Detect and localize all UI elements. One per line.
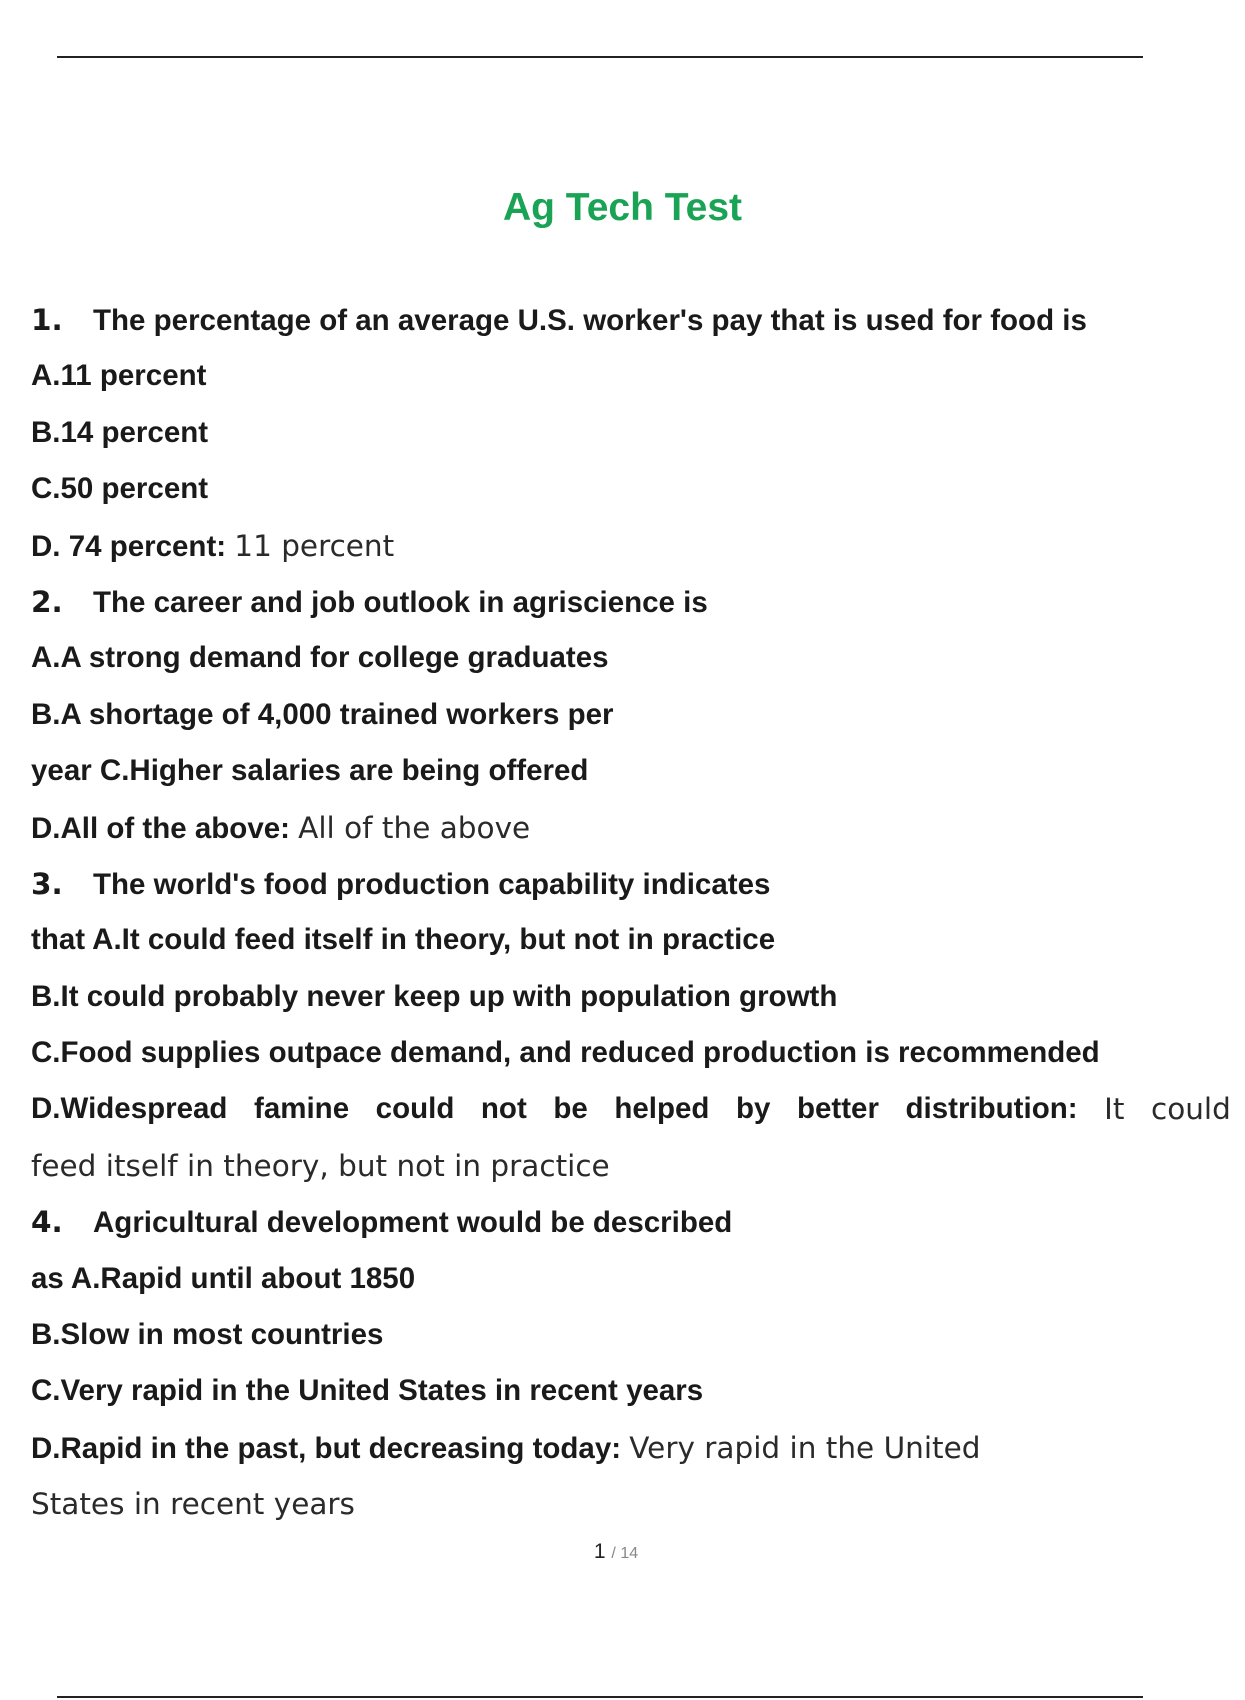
option-d-word: distribution: (905, 1092, 1078, 1126)
question-number: 4. (31, 1205, 63, 1240)
option-line: B.14 percent (31, 415, 209, 449)
option-d: D.All of the above: (31, 811, 290, 845)
question-number: 2. (31, 584, 63, 619)
answer-line (31, 800, 1200, 856)
answer-text: All of the above (298, 810, 531, 845)
option-d-word: famine (254, 1092, 350, 1126)
answer-text: 11 percent (234, 528, 395, 563)
option-line: C.50 percent (31, 472, 209, 506)
answer-word: could (1150, 1092, 1231, 1127)
question-number: 1. (31, 303, 63, 337)
option-d-word: by (735, 1092, 771, 1126)
page-indicator (0, 1540, 1232, 1564)
question-text: Agricultural development would be described (93, 1206, 733, 1240)
option-line: as A.Rapid until about 1850 (31, 1261, 416, 1295)
option-d-word: not (480, 1092, 527, 1126)
answer-word: It (1104, 1092, 1125, 1127)
answer-line (31, 518, 1200, 574)
answer-continuation: States in recent years (31, 1487, 355, 1522)
option-line: B.Slow in most countries (31, 1318, 384, 1352)
answer-text: Very rapid in the United (629, 1430, 981, 1465)
option-d-word: be (553, 1092, 588, 1126)
option-line: A.A strong demand for college graduates (31, 641, 609, 675)
question-list (31, 292, 1231, 1533)
question-3 (31, 856, 1200, 912)
option-line: C.Very rapid in the United States in recent years (31, 1374, 704, 1408)
option-line: year C.Higher salaries are being offered (31, 754, 589, 788)
option-d-word: better (796, 1092, 879, 1126)
option-line: B.A shortage of 4,000 trained workers per (31, 697, 614, 731)
option-line: A.11 percent (31, 359, 207, 393)
current-page: 1 (593, 1540, 606, 1563)
answer-line (31, 1420, 1200, 1476)
total-pages: / 14 (611, 1545, 639, 1562)
question-text: The world's food production capability indicates (93, 867, 771, 901)
question-number: 3. (31, 866, 63, 901)
question-1 (31, 292, 1200, 348)
page-title: Ag Tech Test (502, 186, 743, 229)
option-d-word: D.Widespread (31, 1092, 228, 1126)
question-text: The percentage of an average U.S. worker's pay that is used for food is (93, 304, 1087, 337)
option-d-word: helped (614, 1092, 710, 1126)
option-line: that A.It could feed itself in theory, but not in practice (31, 923, 776, 957)
top-rule (57, 56, 1143, 58)
option-d-word: could (375, 1092, 455, 1126)
option-d: D. 74 percent: (31, 529, 227, 563)
answer-line-justified (31, 1081, 1231, 1137)
question-4 (31, 1194, 1200, 1250)
option-d: D.Rapid in the past, but decreasing today: (31, 1431, 622, 1465)
answer-continuation: feed itself in theory, but not in practice (31, 1148, 610, 1183)
option-line: B.It could probably never keep up with population growth (31, 979, 838, 1013)
question-2 (31, 574, 1200, 630)
option-line: C.Food supplies outpace demand, and reduced production is recommended (31, 1036, 1100, 1070)
bottom-rule (57, 1696, 1143, 1698)
question-text: The career and job outlook in agriscience is (93, 585, 708, 619)
